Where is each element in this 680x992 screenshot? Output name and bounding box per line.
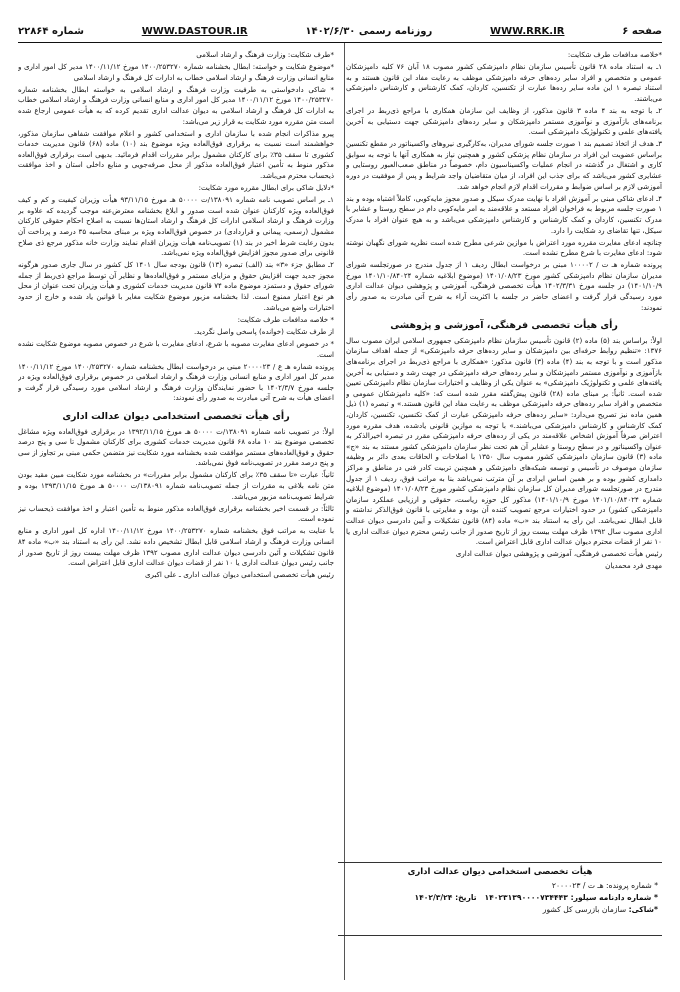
ruling-heading: رأی هیأت تخصصی فرهنگی، آموزشی و پژوهشی (390, 320, 618, 332)
newspaper-title: روزنامه رسمی ۱۴۰۲/۶/۳۰ (305, 25, 433, 37)
right-column (346, 50, 662, 870)
plaintiff-row (342, 904, 658, 916)
left-paragraph: *دلایل شاکی برای ابطال مقرره مورد شکایت: (198, 183, 334, 193)
ruling-paragraph: اولاً: در تصویب نامه شماره ۱۳۸۰۹۱/ت ۵۰۰۰۰ هـ مورخ ۱۳۹۲/۱۱/۱۵ در برقراری فوق‌العاده ویژه مشاغل تخصصی موضوع بند ۱۰ ماده ۶۸ قانون مدیریت خدمات کشوری برای کارکنان مشمول تا سی و پنج درصد حقوق و فوق‌العاده‌های مستمر موافقت شده بخشنامه مورد شکایت نیز متضمن حکمی مبنی بر تجاوز از سی و پنج درصد مقرر در تصویب‌نامه فوق نمی‌باشد. (18, 426, 334, 468)
page-number: صفحه ۶ (622, 25, 662, 37)
case-number-label: * شماره پرونده: (606, 881, 658, 890)
left-paragraph: پرونده شماره هـ ع / ۲۰۰۰۰۲۳ مبنی بر درخواست ابطال بخشنامه شماره ۱۴۰۰/۲۵۳۲۷۰ مورخ ۱۴۰۰/۱۱/۱۲ مدیر کل امور اداری و منابع انسانی وزارت فرهنگ و ارشاد اسلامی در خصوص برقراری فوق‌العاده ویژه در جلسه مورخ ۱۴۰۲/۳/۷ با حضور نمایندگان وزارت فرهنگ و ارشاد اسلامی مورد رسیدگی قرار گرفت و اعضای هیأت به شرح آتی مبادرت به صدور رأی نمودند: (18, 361, 334, 403)
ruling-heading: رأی هیأت تخصصی استخدامی دیوان عدالت اداری (62, 411, 290, 422)
ruling-signatory: رئیس هیأت تخصصی استخدامی دیوان عدالت اداری ـ علی اکبری (144, 570, 334, 580)
right-paragraph: پرونده شماره هـ ت / ۱۰۰۰۰۲ مبنی بر درخواست ابطال ردیف ۱ از جدول مندرج در صورتجلسه شورای مدیران سازمان نظام دامپزشکی کشور مورخ ۱۴۰۱/۰۸/۲۳ (موضوع ابلاغیه شماره ۱۴۰۱/۱۰/۸۴۰۲۴ مورخ ۱۴۰۱/۱۰/۹) در جلسه مورخ ۱۴۰۲/۳/۳۱ هیأت تخصصی فرهنگی، آموزشی و پژوهشی دیوان عدالت اداری مورد رسیدگی قرار گرفت و اعضای حاضر در جلسه با اکثریت آراء به شرح آتی مبادرت به صدور رأی نمودند: (346, 260, 662, 312)
left-paragraph: *موضوع شکایت و خواسته: ابطال بخشنامه شماره ۱۴۰۰/۲۵۳۲۷۰ مورخ ۱۴۰۰/۱۱/۱۲ مدیر کل امور اداری و منابع انسانی وزارت فرهنگ و ارشاد اسلامی خطاب به ادارات کل فرهنگ و ارشاد اسلامی (18, 62, 334, 82)
right-paragraph: ۴ـ ادعای شاکی مبنی بر آموزش افراد با نهایت مدرک سیکل و صدور مجوز مایه‌کوبی، کاملاً اشتباه بوده و بند ۱ صورت جلسه مربوط به فراخوان افراد مستعد و علاقه‌مند به امر مایه‌کوبی دام در سطح روستا و عشایر با مدرک تکنسین، کاردان و کمک کارشناس و کارشناس دامپزشکی می‌باشد و به هیچ عنوان افراد با مدرک سیکل، تنها تقاضای رد شکایت را دارد. (346, 193, 662, 235)
left-paragraph: * شاکی دادخواستی به طرفیت وزارت فرهنگ و ارشاد اسلامی به خواسته ابطال بخشنامه شماره ۱۴۰۰/۲۵۳۲۷۰ مورخ ۱۴۰۰/۱۱/۱۲ مدیر کل امور اداری و منابع انسانی وزارت فرهنگ و ارشاد اسلامی خطاب به ادارات کل فرهنگ و ارشاد اسلامی به دیوان عدالت اداری تقدیم کرده که به هیأت عمومی ارجاع شده است متن مقرره مورد شکایت به قرار زیر می‌باشد: (18, 84, 334, 126)
ruling-paragraph: با عنایت به مراتب فوق بخشنامه شماره ۱۴۰۰/۲۵۳۲۷۰ مورخ ۱۴۰۰/۱۱/۱۲ اداره کل امور اداری و منابع انسانی وزارت فرهنگ و ارشاد اسلامی قابل ابطال تشخیص داده نشد. این رأی به استناد بند «ب» ماده ۸۴ قانون تشکیلات و آئین دادرسی دیوان عدالت اداری مصوب ۱۳۹۲ ظرف مهلت بیست روز از تاریخ صدور از جانب رئیس دیوان عدالت اداری یا ۱۰ نفر از قضات دیوان عدالت اداری قابل اعتراض است. (18, 526, 334, 568)
case-info-title: هیأت تخصصی استخدامی دیوان عدالت اداری (407, 867, 593, 877)
case-info-box (338, 862, 662, 936)
docket-value: ۱۴۰۲۳۱۳۹۰۰۰۰۷۳۴۴۴۳ (484, 893, 568, 902)
docket-row (342, 892, 658, 904)
header-divider (18, 42, 662, 43)
left-paragraph: از طرف شکایت (خوانده) پاسخی واصل نگردید. (193, 326, 334, 336)
left-paragraph: *طرف شکایت: وزارت فرهنگ و ارشاد اسلامی (196, 50, 334, 59)
right-paragraph: ۱ـ به استناد ماده ۲۸ قانون تأسیس سازمان نظام دامپزشکی کشور مصوب ۱۸ آبان ۷۶ کلیه دامپزشکان عمومی و متخصص و افراد سایر رده‌های حرفه دامپزشکی موظف به رعایت مفاد این قانون هستند و به استناد تبصره ۱ این ماده سایر رده‌ها عبارت از تکنسین، کاردان، کمک کارشناس و کارشناس دامپزشکی می‌باشند. (346, 62, 662, 103)
issue-number: شماره ۲۲۸۶۴ (18, 25, 84, 37)
left-paragraph: ۱ـ بر اساس تصویب نامه شماره ۱۳۸۰۹۱/ت ۵۰۰۰۰ هـ مورخ ۹۳/۱۱/۱۵ هیأت وزیران کیفیت و کم و کیف فوق‌العاده ویژه کارکنان عنوان شده است صدور و ابلاغ بخشنامه معترض‌عنه موجب گردیده که علاوه بر وزارت فرهنگ و ارشاد اسلامی ادارات کل فرهنگ و ارشاد استان‌ها نسبت به اصلاح احکام حقوقی کارکنان مشمول (رسمی، پیمانی و قراردادی) در خصوص فوق‌العاده ویژه بر مبنای محاسبه ۳۵ درصد و پرداخت آن بدون رعایت شرط اخیر در بند (۱) تصویب‌نامه هیأت وزیران اقدام نمایند وزارت خانه مذکور مرجع ذی صلاح قانونی برای صدور مجوز افزایش فوق‌العاده ویژه نمی‌باشد. (18, 195, 334, 258)
left-paragraph: * خلاصه مدافعات طرف شکایت: (237, 314, 334, 324)
right-paragraph: ۲ـ با توجه به بند ۴ ماده ۳ قانون مذکور، از وظایف این سازمان همکاری با مراجع ذی‌ربط در اجرای برنامه‌های بازآموزی و نوآموزی مستمر دامپزشکان و سایر رده‌های دامپزشکی جهت دستیابی به آخرین یافته‌های علمی و تکنولوژیک دامپزشکی است. (346, 105, 662, 137)
right-paragraph: ۳ـ هدف از اتخاذ تصمیم بند ۱ صورت جلسه شورای مدیران، به‌کارگیری نیروهای واکسیناتور در مقطع تکنسین براساس عضویت این افراد در سازمان نظام پزشکی کشور و همچنین نیاز به همکاری آنها با توجه به سوابق کاری و اشتغال در گذشته در انجام عملیات واکسیناسیون دام، خصوصاً در مناطق صعب‌العبور روستایی و عشایری کشور می‌باشد که برای جذب این افراد، از میان متقاضیان واجد شرایط و پس از موفقیت در دوره آموزشی لازم بر اساس ضوابط و مقررات اقدام لازم انجام خواهد شد. (346, 139, 662, 191)
dastour-site-link[interactable]: WWW.DASTOUR.IR (141, 25, 248, 37)
ruling-paragraph: اولاً: براساس بند (۵) ماده (۲) قانون تأسیس سازمان نظام دامپزشکی جمهوری اسلامی ایران مصوب سال ۱۳۷۶: «تنظیم روابط حرفه‌ای بین دامپزشکان و سایر رده‌های حرفه دامپزشکی» از جمله اهداف سازمان مذکور است و با توجه به بند (۴) ماده (۳) قانون مذکور: «همکاری با مراجع ذی‌ربط در اجرای برنامه‌های بازآموزی و نوآموزی مستمر دامپزشکان و سایر رده‌های حرفه دامپزشکی در جهت رشد و دستیابی به آخرین یافته‌های علمی و تکنولوژیک دامپزشکی» به عنوان یکی از وظایف و اختیارات سازمان نظام دامپزشکی تعیین شده است. ثانیاً: بر مبنای ماده (۲۸) قانون پیش‌گفته مقرر شده است که: «کلیه دامپزشکان عمومی و متخصص و افراد سایر رده‌های حرفه دامپزشکی موظف به رعایت مفاد این قانون هستند.» و تبصره (۱) ذیل همین ماده نیز تصریح می‌دارد: «سایر رده‌های حرفه دامپزشکی عبارت از کمک تکنسین، تکنسین، کاردان، کمک کارشناس و کارشناس دامپزشکی می‌باشند.» با توجه به موازین قانونی یادشده، هدف مقرره مورد اعتراض صرفاً آموزش اشخاص علاقه‌مند در یکی از رده‌های حرفه دامپزشکی مقرر در تبصره اخیرالذکر به عنوان واکسیناتور و در سطح روستا و عشایر آن هم تحت نظر سازمان دامپزشکی کشور مستند به بند «ج» ماده (۳) قانون سازمان دامپزشکی کشور مصوب سال ۱۳۵۰ با اصلاحات و الحاقات بعدی دائر بر وظیفه سازمان موصوف در تأسیس و توسعه شبکه‌های دامپزشکی و همچنین تربیت کادر فنی در مناطق و مراکز دامداری کشور بوده و بر همین اساس ایرادی بر آن مترتب نمی‌باشد بنا به مراتب فوق، ردیف ۱ از جدول مندرج در صورتجلسه شورای مدیران کل سازمان نظام دامپزشکی کشور مورخ ۱۴۰۱/۰۸/۲۳ (موضوع ابلاغیه شماره ۱۴۰۱/۱۰/۸۴۰۲۴ مورخ ۱۴۰۱/۱۰/۹) مذکور کل حوزه ریاست، حقوقی و ارزیابی عملکرد سازمان دامپزشکی کشور) در حدود اختیارات مرجع تصویب کننده آن بوده و مغایرتی با قانون فوق‌الذکر نداشته و قابل ابطال نمی‌باشد. این رأی به استناد بند «ب» ماده (۸۴) قانون تشکیلات و آیین دادرسی دیوان عدالت اداری مصوب سال ۱۳۹۲ ظرف مهلت بیست روز از تاریخ صدور از جانب رئیس محترم دیوان عدالت اداری یا ۱۰ نفر از قضات محترم دیوان عدالت اداری قابل اعتراض است. (346, 335, 662, 547)
ruling-signatory-name: مهدی فرد محمدیان (605, 561, 662, 571)
docket-label: * شماره دادنامه سیلور: (570, 893, 658, 902)
left-paragraph: پیرو مذاکرات انجام شده با سازمان اداری و استخدامی کشور و اعلام موافقت شفاهی سازمان مذکور، خواهشمند است نسبت به برقراری فوق‌العاده ویژه موضوع بند (۱۰) ماده (۶۸) قانون مدیریت خدمات کشوری تا سقف ۳۵٪ برای کارکنان مشمول برابر مقررات اقدام فرمائید. بدیهی است برقراری فوق‌العاده مذکور منوط به تأمین اعتبار فوق‌العاده مذکور از محل صرفه‌جویی و منابع داخلی استان و اخذ موافقت ذیحساب محترم می‌باشد. (18, 128, 334, 181)
ruling-signatory: رئیس هیأت تخصصی فرهنگی، آموزشی و پژوهشی دیوان عدالت اداری (455, 549, 662, 559)
right-paragraph: *خلاصه مدافعات طرف شکایت: (567, 50, 662, 59)
rrk-site-link[interactable]: WWW.RRK.IR (490, 25, 565, 37)
page-header (18, 22, 662, 40)
date-value: ۱۴۰۲/۳/۲۴ (414, 893, 453, 902)
date-label: تاریخ: (455, 893, 477, 902)
left-paragraph: * در خصوص ادعای مغایرت مصوبه با شرع، ادعای مغایرت با شرع در خصوص مصوبه موضوع شکایت نشده است. (18, 338, 334, 359)
left-paragraph: ۲ـ مطابق جزء «۳» بند (الف) تبصره (۱۳) قانون بودجه سال ۱۴۰۱ کل کشور در سال جاری صدور هرگونه مجوز جدید جهت افزایش حقوق و مزایای مستمر و فوق‌العاده‌ها و نظایر آن توسط مراجع ذی‌ربط از جمله شورای حقوق و دستمزد موضوع ماده ۷۴ قانون مدیریت خدمات کشوری و هیأت وزیران تحت عنوان از محل هر نوع اعتبار ممنوع است. لذا بخشنامه مزبور موضوع شکایت مغایر با قوانین یاد شده و خارج از حدود اختیارات واضع می‌باشد. (18, 260, 334, 312)
case-number-row (342, 880, 658, 892)
ruling-paragraph: ثانیاً: عبارت «تا سقف ۳۵٪ برای کارکنان مشمول برابر مقررات» در بخشنامه مورد شکایت مبین مقید بودن متن نامه بلاغی به مقررات از جمله تصویب‌نامه شماره ۱۳۸۰۹۱/ت ۵۰۰۰۰ هـ مورخ ۱۳۹۳/۱۱/۱۵ بوده و شرایط تصویب‌نامه مزبور می‌باشد. (18, 470, 334, 501)
plaintiff-label: *شاکی: (628, 905, 658, 914)
plaintiff-value: سازمان بازرسی کل کشور (542, 905, 627, 914)
column-divider (344, 43, 345, 980)
right-paragraph: چنانچه ادعای مغایرت مقرره مورد اعتراض با موازین شرعی مطرح شده است نظریه شورای نگهبان نوشته شود: ادعای مغایرت با شرع مطرح نشده است. (346, 237, 662, 258)
case-number-value: هـ ت / ۲۰۰۰۰۲۳ (551, 881, 604, 890)
ruling-paragraph: ثالثاً: در قسمت اخیر بخشنامه برقراری فوق‌العاده مذکور منوط به تأمین اعتبار و اخذ موافقت ذیحساب نیز نموده است. (18, 503, 334, 524)
left-column (18, 50, 334, 980)
